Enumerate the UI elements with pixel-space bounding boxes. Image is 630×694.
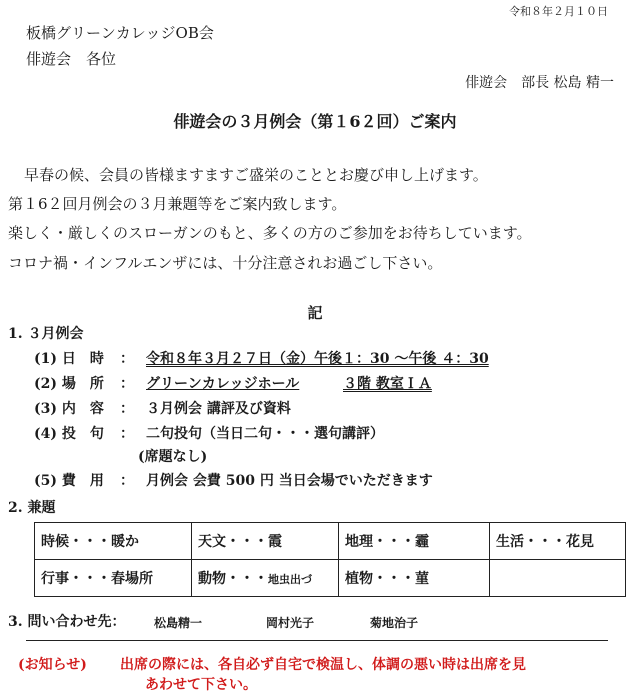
contact-name: 菊地治子 [370, 616, 419, 630]
notice-line2: あわせて下さい。 [145, 677, 257, 693]
submission-colon: ： [120, 426, 134, 442]
divider [26, 640, 608, 641]
datetime-label: (1) 日 時 [34, 351, 104, 367]
venue-label: (2) 場 所 [34, 376, 104, 392]
document-title: 俳遊会の３月例会（第１6２回）ご案内 [173, 112, 457, 131]
section3-heading: 3. 問い合わせ先： [8, 614, 126, 630]
table-cell: 植物・・・菫 [339, 560, 490, 597]
caution-paragraph: コロナ禍・インフルエンザには、十分注意されお過ごし下さい。 [8, 254, 443, 272]
venue-colon: ： [120, 376, 134, 392]
dobutsu-kigo: 地虫出づ [268, 573, 312, 586]
recipient-group: 俳遊会 各位 [26, 50, 117, 68]
submission-value: 二句投句（当日二句・・・選句講評） [146, 426, 384, 442]
table-row [35, 523, 626, 560]
dobutsu-label: 動物・・・ [198, 571, 268, 587]
notice-line1: 出席の際には、各自必ず自宅で検温し、体調の悪い時は出席を見 [120, 657, 526, 673]
section2-heading: 2. 兼題 [8, 500, 56, 516]
venue-room: ３階 教室ＩＡ [343, 376, 432, 392]
recipient-organization: 板橋グリーンカレッジOB会 [26, 24, 214, 42]
table-cell [490, 560, 626, 597]
sender: 俳遊会 部長 松島 精一 [465, 75, 614, 91]
fee-value: 月例会 会費 500 円 当日会場でいただきます [146, 473, 433, 489]
venue-hall: グリーンカレッジホール [146, 376, 300, 392]
content-label: (3) 内 容 [34, 401, 104, 417]
table-row [35, 560, 626, 597]
table-cell: 生活・・・花見 [490, 523, 626, 560]
table-cell: 行事・・・春場所 [35, 560, 192, 597]
kendai-table [34, 522, 626, 597]
table-cell: 天文・・・霞 [192, 523, 339, 560]
slogan-paragraph: 楽しく・厳しくのスローガンのもと、多くの方のご参加をお待ちしています。 [8, 224, 532, 242]
document-date: 令和８年２月１０日 [509, 5, 608, 18]
table-cell: 時候・・・暖か [35, 523, 192, 560]
datetime-colon: ： [120, 351, 134, 367]
intro-paragraph: 第１6２回月例会の３月兼題等をご案内致します。 [8, 195, 347, 213]
greeting-paragraph: 早春の候、会員の皆様ますますご盛栄のこととお慶び申し上げます。 [24, 166, 488, 184]
notice-tag: (お知らせ) [18, 657, 87, 673]
fee-label: (5) 費 用 [34, 473, 104, 489]
fee-colon: ： [120, 473, 134, 489]
content-colon: ： [120, 401, 134, 417]
contact-name: 岡村光子 [266, 616, 315, 630]
contact-name: 松島精一 [154, 616, 203, 630]
submission-label: (4) 投 句 [34, 426, 104, 442]
table-cell [192, 560, 339, 597]
ki-heading: 記 [307, 304, 323, 322]
content-value: ３月例会 講評及び資料 [146, 401, 291, 417]
section1-heading: 1. ３月例会 [8, 326, 84, 342]
table-cell: 地理・・・霾 [339, 523, 490, 560]
submission-note: (席題なし) [138, 449, 208, 465]
datetime-value: 令和８年３月２７日（金）午後１：30 ～午後 ４：30 [146, 351, 489, 367]
